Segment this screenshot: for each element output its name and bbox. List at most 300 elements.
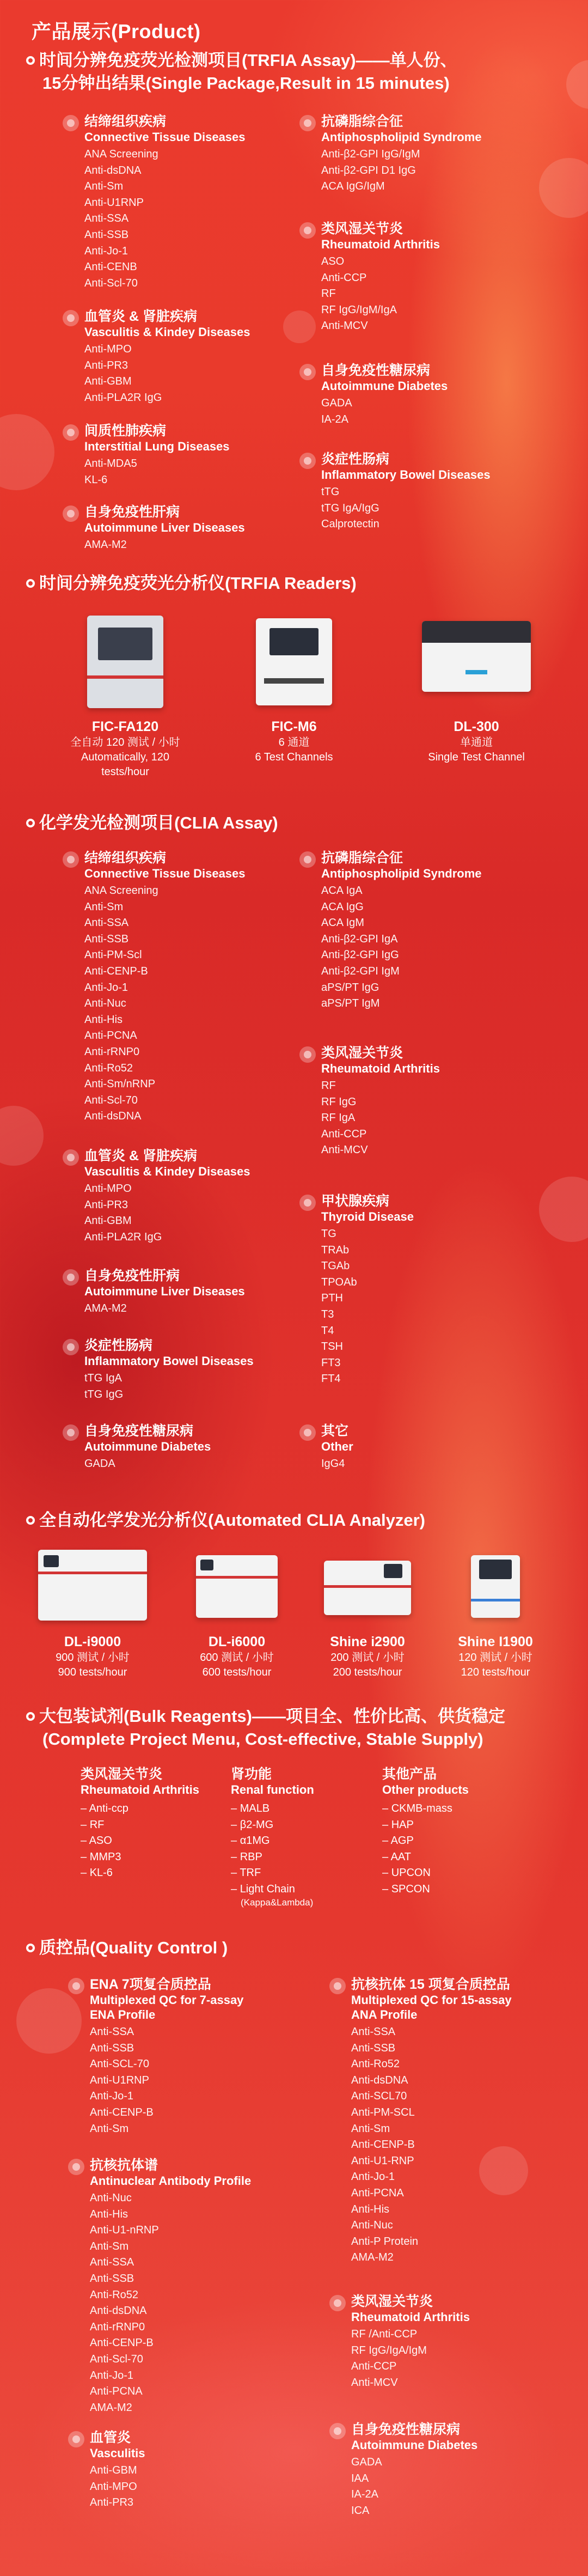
device-spec-en: Automatically, 120 tests/hour (81, 751, 169, 778)
section-trfia-readers-title (26, 572, 357, 595)
decor-bubble (539, 1177, 588, 1242)
category-title-en: Antiphospholipid Syndrome (321, 867, 482, 880)
assay-item: Anti-His (90, 2208, 128, 2220)
assay-item: Anti-His (84, 1013, 123, 1026)
category-title-cn: 类风湿关节炎 (321, 1045, 403, 1061)
category-items (321, 484, 491, 533)
category-block (84, 1337, 254, 1403)
category-block (321, 1423, 353, 1472)
section-title-line: 质控品(Quality Control ) (39, 1938, 228, 1957)
assay-item: Anti-Ro52 (84, 1062, 133, 1074)
assay-item: Anti-MPO (84, 343, 132, 355)
category-title-en: Vasculitis (90, 2446, 145, 2460)
assay-item: Anti-SSA (351, 2026, 396, 2038)
category-title-cn: 炎症性肠病 (321, 452, 390, 467)
assay-item: Anti-dsDNA (90, 2305, 147, 2317)
assay-item: Anti-MPO (90, 2480, 137, 2493)
assay-item: Anti-SCL-70 (90, 2058, 149, 2070)
assay-item: GADA (321, 397, 352, 409)
assay-item: Anti-U1RNP (84, 196, 144, 209)
bullet-ring-icon (26, 1944, 35, 1952)
reagent-item: – AGP (382, 1833, 469, 1849)
category-block (321, 451, 491, 533)
category-items (84, 537, 245, 553)
reagent-item: – Anti-ccp (81, 1801, 199, 1817)
device-spec-en: 120 tests/hour (461, 1666, 530, 1678)
category-items (84, 883, 246, 1125)
category-title-cn: 其它 (321, 1423, 349, 1439)
category-icon (63, 115, 79, 131)
category-title-cn: 类风湿关节炎 (321, 221, 403, 236)
assay-item: Anti-β2-GPI IgM (321, 965, 400, 977)
assay-item: Anti-Jo-1 (90, 2090, 134, 2103)
assay-item: IA-2A (321, 413, 349, 425)
assay-item: FT3 (321, 1356, 341, 1369)
assay-item: aPS/PT IgG (321, 981, 379, 994)
category-items (321, 1226, 414, 1387)
category-title-cn: 血管炎 (90, 2430, 131, 2445)
assay-item: Anti-SCL70 (351, 2090, 407, 2103)
assay-item: Anti-Nuc (351, 2219, 393, 2232)
assay-item: TRAb (321, 1244, 350, 1256)
category-icon (63, 1424, 79, 1441)
category-items (351, 2455, 477, 2519)
clia-analyzers-row (0, 1542, 588, 1700)
category-block (351, 2421, 477, 2519)
section-title-line: 时间分辨免疫荧光分析仪(TRFIA Readers) (39, 574, 357, 593)
assay-item: Anti-PLA2R IgG (84, 391, 162, 404)
assay-item: ACA IgM (321, 917, 364, 929)
device-spec-cn: 单通道 (460, 736, 493, 748)
assay-item: Anti-PCNA (84, 1030, 137, 1042)
assay-item: IA-2A (351, 2488, 379, 2501)
assay-item: Anti-Sm (84, 180, 124, 193)
page-title: 产品展示(Product) (32, 20, 201, 42)
category-items (90, 2024, 243, 2137)
assay-item: Anti-Scl-70 (84, 277, 138, 289)
category-title-cn: 类风湿关节炎 (351, 2294, 433, 2309)
bullet-ring-icon (26, 56, 35, 65)
category-title-cn: 自身免疫性糖尿病 (321, 363, 431, 378)
reagent-item: – α1MG (231, 1833, 314, 1849)
device-spec-cn: 6 通道 (278, 736, 310, 748)
assay-item: Anti-U1RNP (90, 2074, 149, 2086)
assay-item: RF /Anti-CCP (351, 2328, 418, 2340)
assay-item: tTG IgA/IgG (321, 502, 379, 514)
category-title-cn: 血管炎 & 肾脏疾病 (84, 309, 197, 324)
assay-item: Anti-Jo-1 (90, 2369, 134, 2382)
category-title-en: Multiplexed QC for 15-assay (351, 1993, 512, 2007)
assay-item: Anti-PM-SCL (351, 2106, 415, 2118)
device-card (408, 610, 544, 765)
section-title-line: 全自动化学发光分析仪(Automated CLIA Analyzer) (39, 1511, 426, 1530)
device-fic-m6-image (245, 610, 343, 714)
assay-item: RF IgG (321, 1095, 357, 1108)
assay-item: Anti-GBM (84, 1215, 132, 1227)
section-title-line: (Complete Project Menu, Cost-effective, Stable Supply) (42, 1729, 483, 1749)
assay-item: IAA (351, 2472, 369, 2484)
assay-item: RF IgG/IgM/IgA (321, 303, 397, 316)
device-spec-cn: 900 测试 / 小时 (56, 1652, 130, 1664)
assay-item: Anti-CENP-B (90, 2106, 154, 2118)
reagent-title-cn: 类风湿关节炎 (81, 1767, 163, 1782)
reagent-item: – Light Chain (231, 1881, 314, 1898)
category-items (84, 342, 250, 406)
reagent-title-en: Rheumatoid Arthritis (81, 1783, 199, 1796)
assay-item: TPOAb (321, 1276, 357, 1288)
assay-item: Anti-MCV (321, 320, 368, 332)
category-title-cn: 抗磷脂综合征 (321, 114, 403, 129)
assay-item: Anti-SSB (351, 2042, 396, 2054)
assay-item: Anti-Sm (90, 2122, 129, 2135)
assay-item: Anti-GBM (84, 375, 132, 388)
reagent-item: – KL-6 (81, 1865, 199, 1881)
category-items (351, 2327, 470, 2391)
bullet-ring-icon (26, 819, 35, 827)
assay-item: tTG (321, 486, 340, 498)
reagent-item: – ASO (81, 1833, 199, 1849)
assay-item: T4 (321, 1324, 334, 1337)
reagent-title-cn: 其他产品 (382, 1767, 437, 1782)
category-items (321, 1078, 440, 1159)
reagent-column (81, 1766, 199, 1881)
device-fic-fa120-image (76, 610, 174, 714)
reagent-title-en: Other products (382, 1783, 469, 1796)
assay-item: Anti-PM-Scl (84, 949, 142, 961)
assay-item: ICA (351, 2504, 370, 2517)
category-icon (299, 453, 316, 469)
assay-item: GADA (351, 2456, 382, 2468)
assay-item: Anti-CCP (321, 271, 367, 284)
assay-item: Anti-Sm (90, 2240, 129, 2252)
assay-item: Anti-P Protein (351, 2235, 419, 2248)
assay-item: Anti-PCNA (351, 2187, 404, 2199)
section-title-line: 15分钟出结果(Single Package,Result in 15 minutes) (42, 74, 450, 93)
assay-item: ACA IgG/IgM (321, 180, 385, 193)
category-title-en: Vasculitis & Kindey Diseases (84, 325, 250, 339)
category-title-en: Autoimmune Liver Diseases (84, 521, 245, 534)
assay-item: Anti-Jo-1 (351, 2171, 395, 2183)
reagent-item: – RF (81, 1817, 199, 1834)
category-block (351, 2293, 470, 2391)
category-block (351, 1976, 512, 2266)
assay-item: Anti-SSB (90, 2042, 134, 2054)
category-title-cn: ENA 7项复合质控品 (90, 1977, 211, 1992)
assay-item: Anti-CENB (84, 261, 137, 273)
assay-item: ACA IgG (321, 900, 364, 913)
reagent-item: – TRF (231, 1865, 314, 1881)
assay-item: Anti-SSB (84, 228, 129, 241)
device-dl-i6000-image (191, 1542, 283, 1629)
category-icon (63, 1269, 79, 1286)
category-icon (299, 1424, 316, 1441)
reagent-item: – MALB (231, 1801, 314, 1817)
category-title-en: Vasculitis & Kindey Diseases (84, 1165, 250, 1178)
category-title-cn: 结缔组织疾病 (84, 114, 167, 129)
reagent-item: – MMP3 (81, 1849, 199, 1866)
category-block (321, 1193, 414, 1387)
category-icon (299, 851, 316, 868)
device-spec-cn: 120 测试 / 小时 (458, 1652, 532, 1664)
device-name: DL-i6000 (208, 1634, 266, 1649)
category-title-en: Antiphospholipid Syndrome (321, 130, 482, 144)
category-items (84, 1456, 211, 1472)
category-title-en: Connective Tissue Diseases (84, 867, 246, 880)
device-shine-i2900-image (321, 1542, 414, 1629)
category-title-en: Connective Tissue Diseases (84, 130, 246, 144)
assay-item: Anti-rRNP0 (84, 1045, 140, 1058)
category-block (84, 1148, 250, 1245)
assay-item: Anti-CENP-B (90, 2337, 154, 2349)
assay-item: Anti-SSB (84, 933, 129, 945)
assay-item: Calprotectin (321, 518, 379, 531)
reagent-item: – CKMB-mass (382, 1801, 469, 1817)
device-card (444, 1542, 547, 1680)
assay-item: Anti-Scl-70 (90, 2353, 143, 2365)
device-spec-cn: 200 测试 / 小时 (330, 1652, 405, 1664)
assay-item: RF (321, 1080, 336, 1092)
decor-bubble (16, 1988, 82, 2054)
assay-item: Anti-Sm/nRNP (84, 1078, 156, 1091)
assay-item: Anti-dsDNA (351, 2074, 408, 2086)
category-title-cn: 甲状腺疾病 (321, 1193, 390, 1209)
category-items (321, 1456, 353, 1472)
reagent-item: – β2-MG (231, 1817, 314, 1834)
assay-item: Anti-CENP-B (84, 965, 148, 977)
category-items (351, 2024, 512, 2266)
assay-item: Anti-PR3 (84, 359, 128, 372)
category-icon (63, 424, 79, 441)
device-spec-en: 200 tests/hour (333, 1666, 402, 1678)
category-icon (329, 2295, 346, 2311)
decor-bubble (0, 414, 54, 490)
assay-item: Anti-Nuc (90, 2192, 132, 2204)
category-items (84, 1371, 254, 1403)
category-title-en: Multiplexed QC for 7-assay (90, 1993, 244, 2007)
category-title-cn: 自身免疫性肝病 (84, 504, 180, 520)
assay-item: Anti-PR3 (84, 1198, 128, 1211)
device-spec-en: Single Test Channel (428, 751, 525, 763)
category-block (321, 362, 448, 428)
device-dl-i9000-image (38, 1542, 147, 1629)
category-icon (63, 1339, 79, 1355)
category-icon (63, 1149, 79, 1166)
category-title-cn: 自身免疫性糖尿病 (84, 1423, 194, 1439)
category-title-en-2: ANA Profile (351, 2008, 418, 2021)
device-name: FIC-M6 (271, 719, 317, 734)
category-icon (299, 115, 316, 131)
category-icon (63, 506, 79, 522)
assay-item: Anti-SSA (90, 2256, 134, 2269)
category-icon (329, 2423, 346, 2439)
assay-item: Anti-CCP (351, 2360, 397, 2373)
assay-item: ASO (321, 255, 345, 267)
section-title-line: 时间分辨免疫荧光检测项目(TRFIA Assay)——单人份、 (39, 51, 457, 70)
category-icon (68, 2159, 84, 2175)
reagent-title-en: Renal function (231, 1783, 314, 1796)
category-block (84, 308, 250, 406)
assay-item: TG (321, 1228, 336, 1240)
assay-item: Anti-PCNA (90, 2385, 143, 2398)
section-bulk-reagents-title (26, 1705, 505, 1751)
assay-item: Anti-MDA5 (84, 458, 137, 470)
category-items (84, 1181, 250, 1245)
category-title-cn: 抗磷脂综合征 (321, 850, 403, 866)
device-card (60, 610, 191, 780)
category-block (84, 423, 230, 488)
reagent-title-cn: 肾功能 (231, 1767, 272, 1782)
decor-bubble (0, 1106, 44, 1166)
assay-item: tTG IgA (84, 1372, 122, 1384)
section-clia-assay-title (26, 812, 278, 835)
assay-item: Anti-SSB (90, 2272, 134, 2285)
category-items (84, 1301, 245, 1317)
assay-item: Anti-Scl-70 (84, 1094, 138, 1106)
assay-item: RF IgA (321, 1112, 356, 1124)
assay-item: RF IgG/IgA/IgM (351, 2344, 427, 2356)
assay-item: Anti-Sm (351, 2122, 390, 2135)
category-title-en: Interstitial Lung Diseases (84, 440, 230, 453)
device-card (38, 1542, 147, 1680)
category-title-cn: 抗核抗体谱 (90, 2158, 158, 2173)
category-icon (63, 310, 79, 326)
category-title-cn: 血管炎 & 肾脏疾病 (84, 1148, 197, 1164)
category-items (321, 395, 448, 428)
assay-item: Anti-SSA (84, 917, 129, 929)
category-title-en-2: ENA Profile (90, 2008, 156, 2021)
device-spec-cn: 全自动 120 测试 / 小时 (70, 736, 180, 748)
assay-item: Anti-dsDNA (84, 1110, 142, 1123)
category-icon (299, 1195, 316, 1211)
assay-item: Anti-U1-RNP (351, 2154, 414, 2167)
device-card (182, 1542, 291, 1680)
bullet-ring-icon (26, 1516, 35, 1525)
trfia-readers-row (0, 610, 588, 784)
device-spec-en: 900 tests/hour (58, 1666, 127, 1678)
assay-item: Anti-Ro52 (351, 2058, 400, 2070)
category-block (90, 2157, 251, 2416)
decor-bubble (566, 60, 588, 109)
category-icon (299, 222, 316, 239)
category-block (321, 113, 482, 195)
assay-item: AMA-M2 (90, 2401, 132, 2414)
assay-item: Anti-Ro52 (90, 2288, 138, 2301)
device-name: DL-300 (454, 719, 499, 734)
category-title-cn: 抗核抗体 15 项复合质控品 (351, 1977, 510, 1992)
assay-item: TGAb (321, 1260, 350, 1272)
assay-item: Anti-β2-GPI IgG/IgM (321, 148, 420, 160)
reagent-item: – RBP (231, 1849, 314, 1866)
device-name: DL-i9000 (64, 1634, 121, 1649)
assay-item: aPS/PT IgM (321, 997, 380, 1010)
category-items (321, 147, 482, 195)
reagent-item: – AAT (382, 1849, 469, 1866)
assay-item: Anti-MCV (321, 1144, 368, 1156)
category-title-en: Other (321, 1440, 353, 1453)
category-block (84, 1268, 245, 1317)
assay-item: Anti-PLA2R IgG (84, 1231, 162, 1243)
device-name: Shine i2900 (330, 1634, 405, 1649)
category-icon (68, 1978, 84, 1994)
category-items (84, 456, 230, 488)
assay-item: Anti-His (351, 2203, 390, 2215)
section-title-line: 化学发光检测项目(CLIA Assay) (39, 813, 278, 832)
assay-item: Anti-GBM (90, 2464, 137, 2476)
category-block (84, 113, 246, 291)
assay-item: Anti-β2-GPI IgG (321, 949, 399, 961)
assay-item: PTH (321, 1292, 343, 1305)
category-icon (329, 1978, 346, 1994)
category-block (90, 1976, 243, 2137)
device-spec-en: 600 tests/hour (202, 1666, 272, 1678)
category-block (84, 1423, 211, 1472)
decor-bubble (283, 310, 316, 343)
assay-item: Anti-Nuc (84, 997, 126, 1010)
assay-item: Anti-β2-GPI D1 IgG (321, 164, 416, 176)
reagent-item: – UPCON (382, 1865, 469, 1881)
category-title-en: Rheumatoid Arthritis (321, 1062, 440, 1075)
bullet-ring-icon (26, 579, 35, 588)
category-title-en: Inflammatory Bowel Diseases (321, 468, 491, 482)
assay-item: TSH (321, 1341, 343, 1353)
assay-item: Anti-Jo-1 (84, 981, 128, 994)
category-title-cn: 自身免疫性糖尿病 (351, 2422, 461, 2437)
device-name: Shine I1900 (458, 1634, 533, 1649)
assay-item: Anti-MCV (351, 2376, 398, 2389)
device-card (316, 1542, 419, 1680)
assay-item: Anti-MPO (84, 1183, 132, 1195)
category-title-cn: 炎症性肠病 (84, 1338, 153, 1353)
section-trfia-assay-title (26, 49, 457, 95)
category-title-en: Autoimmune Diabetes (321, 379, 448, 393)
category-icon (68, 2431, 84, 2447)
assay-item: ACA IgA (321, 885, 363, 897)
category-title-en: Inflammatory Bowel Diseases (84, 1354, 254, 1368)
assay-item: RF (321, 288, 336, 300)
assay-item: ANA Screening (84, 885, 158, 897)
assay-item: AMA-M2 (351, 2251, 394, 2264)
decor-bubble (539, 158, 588, 218)
category-block (321, 1045, 440, 1159)
category-block (321, 850, 482, 1012)
reagent-item-note: (Kappa&Lambda) (241, 1897, 314, 1908)
assay-item: Anti-PR3 (90, 2496, 134, 2509)
category-title-cn: 间质性肺疾病 (84, 423, 167, 439)
assay-item: tTG IgG (84, 1388, 124, 1400)
category-icon (63, 851, 79, 868)
category-title-en: Rheumatoid Arthritis (321, 237, 440, 251)
device-spec-cn: 600 测试 / 小时 (200, 1652, 274, 1664)
reagent-item: – SPCON (382, 1881, 469, 1898)
category-items (321, 883, 482, 1012)
category-items (90, 2463, 145, 2511)
category-icon (299, 1046, 316, 1063)
category-title-en: Autoimmune Diabetes (351, 2438, 478, 2452)
section-quality-control-title (26, 1936, 228, 1959)
device-spec-en: 6 Test Channels (255, 751, 333, 763)
assay-item: Anti-rRNP0 (90, 2321, 145, 2333)
category-title-cn: 自身免疫性肝病 (84, 1268, 180, 1283)
category-title-en: Autoimmune Liver Diseases (84, 1284, 245, 1298)
device-dl-300-image (416, 610, 536, 714)
category-block (90, 2429, 145, 2511)
reagent-column (382, 1766, 469, 1897)
category-icon (299, 364, 316, 380)
category-block (321, 221, 440, 334)
assay-item: KL-6 (84, 473, 108, 486)
category-items (84, 147, 246, 291)
category-block (84, 504, 245, 553)
